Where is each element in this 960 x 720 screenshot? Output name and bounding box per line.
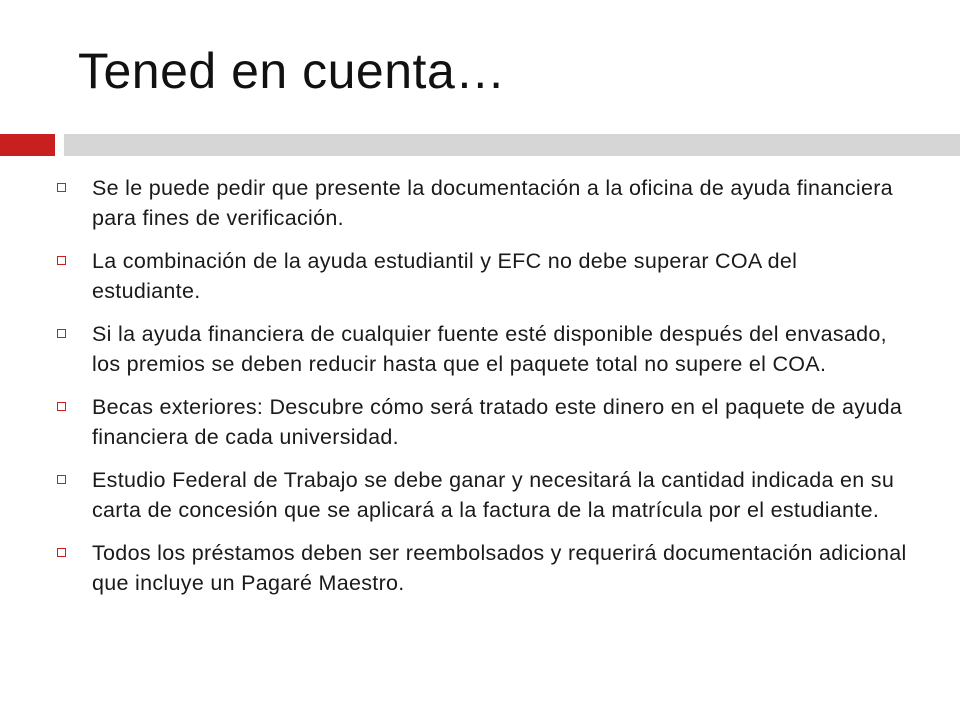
hollow-square-icon — [57, 329, 66, 338]
hollow-square-icon — [57, 183, 66, 192]
hollow-square-icon — [57, 475, 66, 484]
slide-title: Tened en cuenta… — [78, 43, 506, 99]
bullet-text: Se le puede pedir que presente la documentación a la oficina de ayuda financiera para fines de verificación. — [92, 176, 893, 230]
bullet-item — [56, 173, 908, 233]
title-rule-accent — [0, 134, 55, 156]
bullet-list — [56, 173, 908, 611]
bullet-item — [56, 246, 908, 306]
hollow-square-icon — [57, 548, 66, 557]
bullet-text: Todos los préstamos deben ser reembolsados y requerirá documentación adicional que incluye un Pagaré Maestro. — [92, 541, 907, 595]
hollow-square-icon — [57, 256, 66, 265]
bullet-item — [56, 392, 908, 452]
bullet-text: La combinación de la ayuda estudiantil y EFC no debe superar COA del estudiante. — [92, 249, 798, 303]
bullet-text: Becas exteriores: Descubre cómo será tratado este dinero en el paquete de ayuda financiera de cada universidad. — [92, 395, 903, 449]
bullet-item — [56, 465, 908, 525]
title-rule-bar — [64, 134, 960, 156]
bullet-text: Si la ayuda financiera de cualquier fuente esté disponible después del envasado, los premios se deben reducir hasta que el paquete total no supere el COA. — [92, 322, 887, 376]
bullet-text: Estudio Federal de Trabajo se debe ganar y necesitará la cantidad indicada en su carta de concesión que se aplicará a la factura de la matrícula por el estudiante. — [92, 468, 895, 522]
hollow-square-icon — [57, 402, 66, 411]
bullet-item — [56, 538, 908, 598]
bullet-item — [56, 319, 908, 379]
